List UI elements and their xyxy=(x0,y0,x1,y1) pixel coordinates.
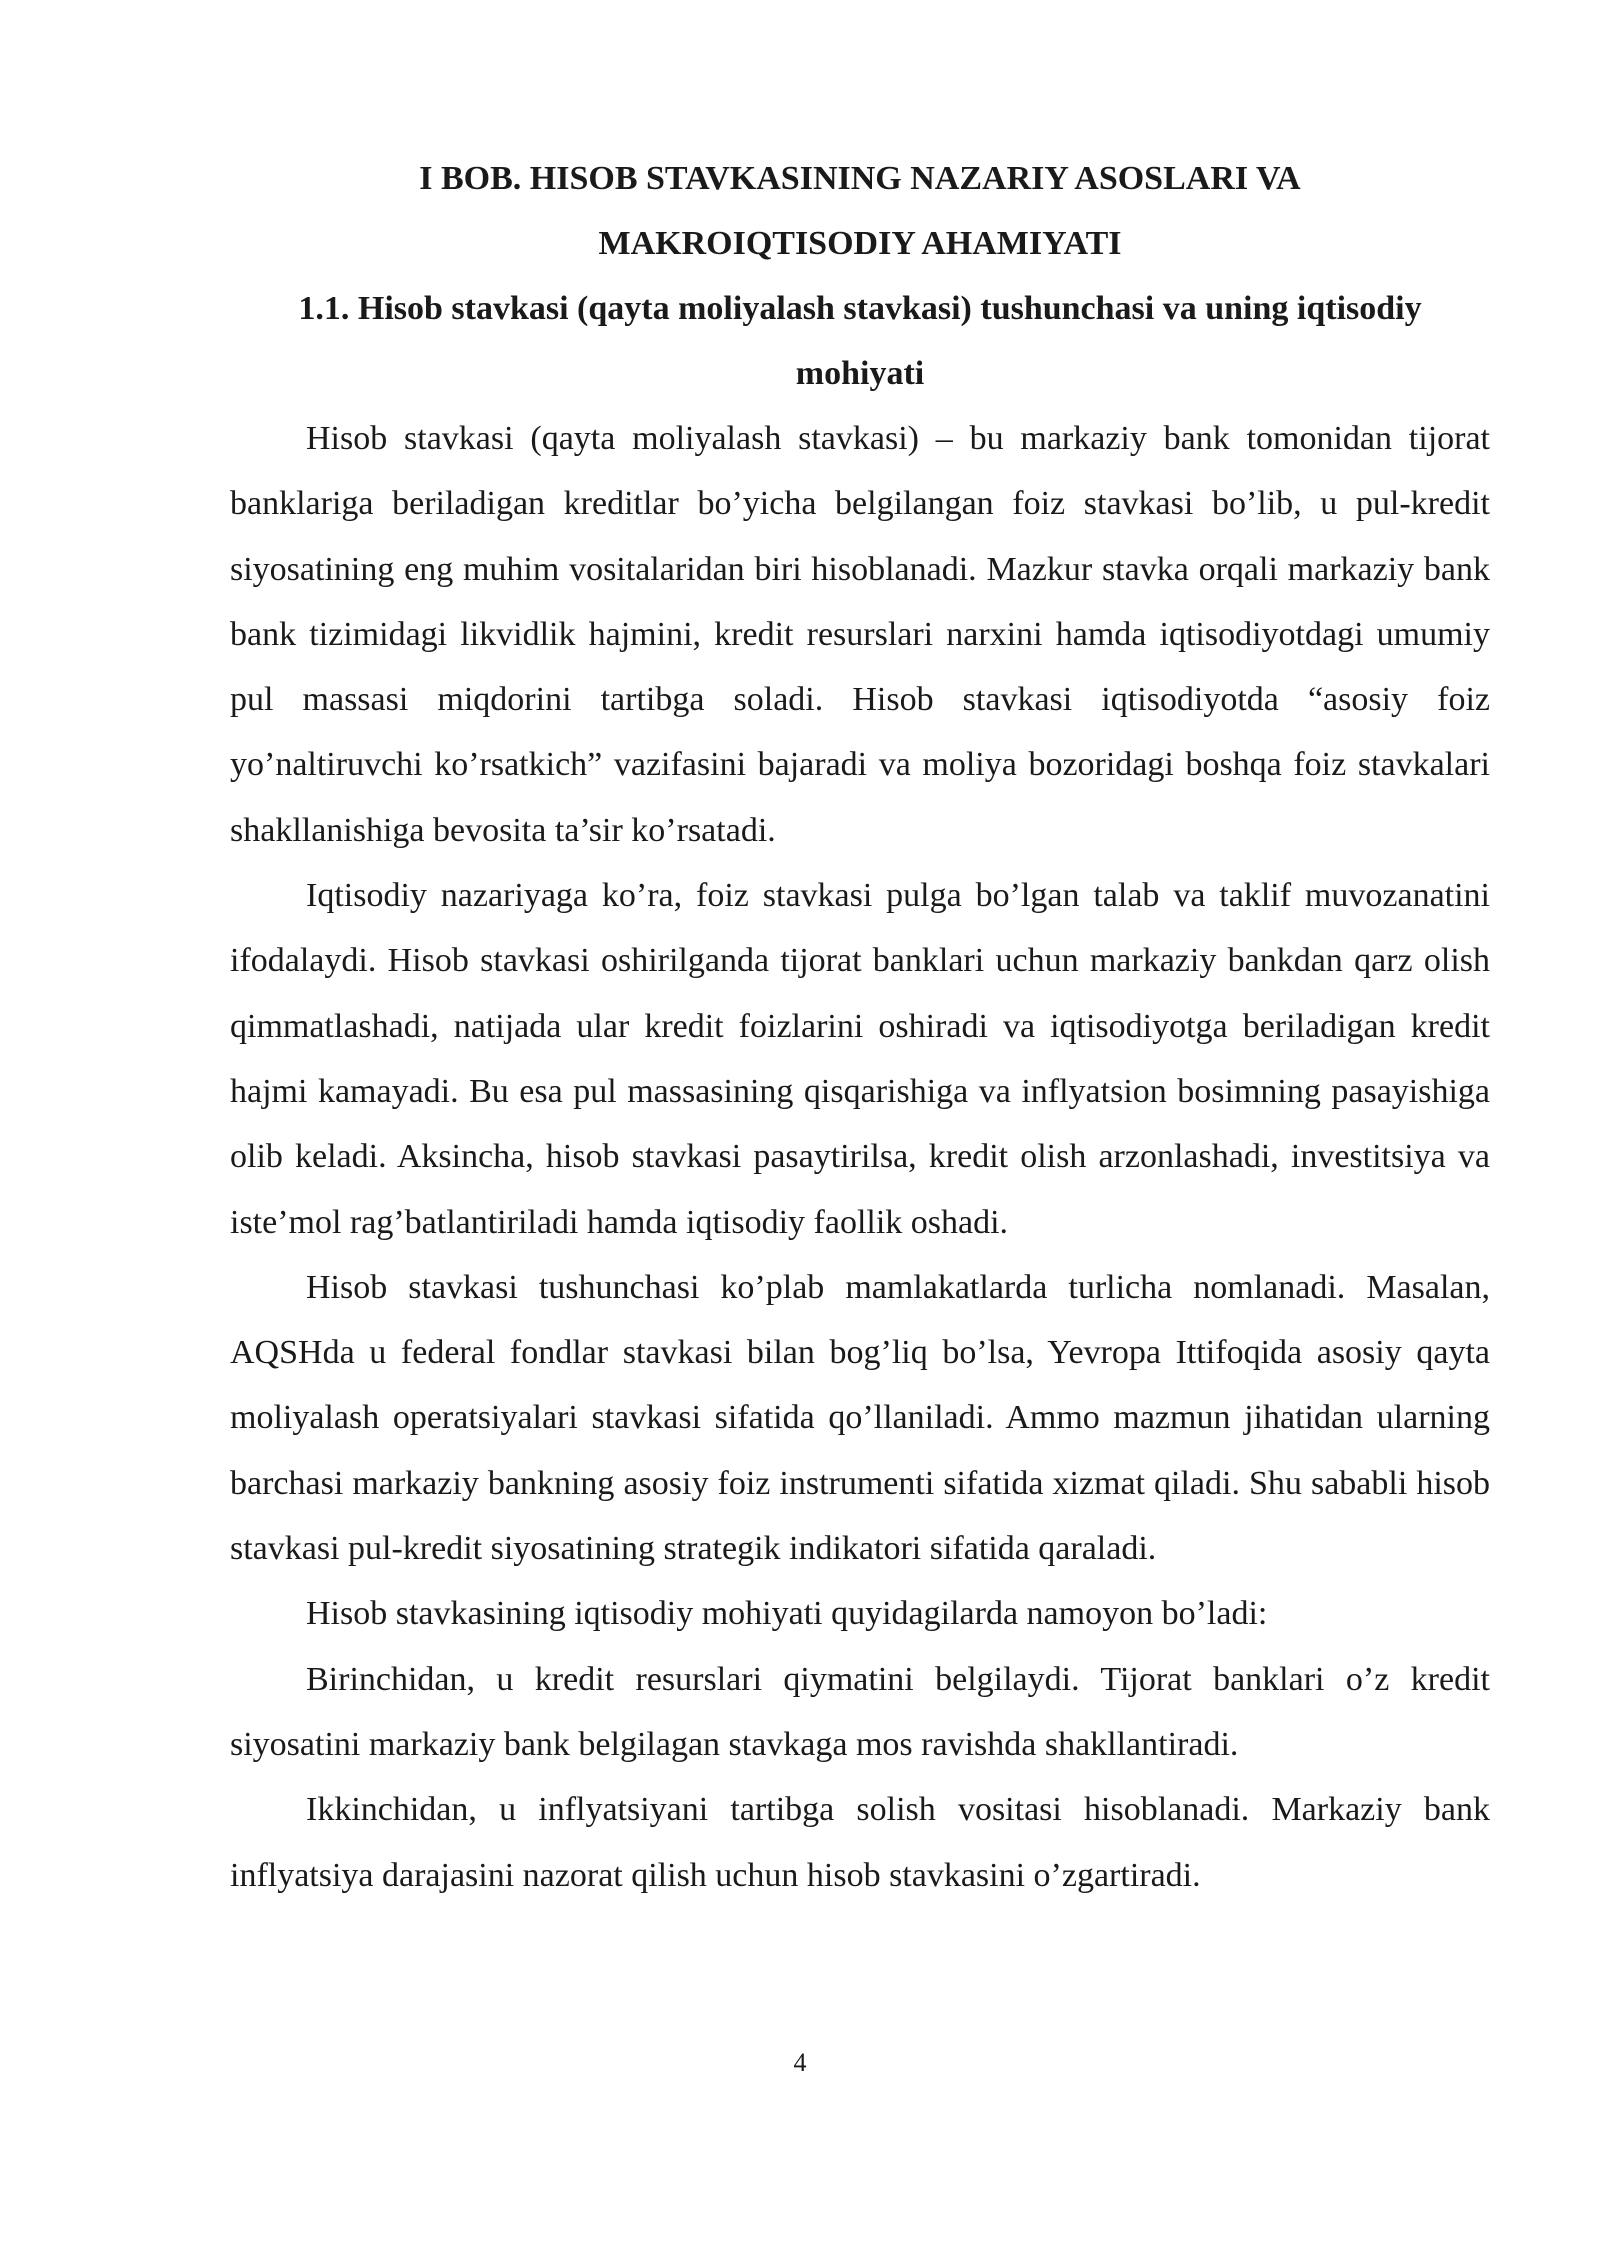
body-paragraph: Hisob stavkasi (qayta moliyalash stavkasi) – bu markaziy bank tomonidan tijorat banklariga beriladigan kreditlar bo’yicha belgilangan foiz stavkasi bo’lib, u pul-kredit siyosatining eng muhim vositalaridan biri hisoblanadi. Mazkur stavka orqali markaziy bank bank tizimidagi likvidlik hajmini, kredit resurslari narxini hamda iqtisodiyotdagi umumiy pul massasi miqdorini tartibga soladi. Hisob stavkasi iqtisodiyotda “asosiy foiz yo’naltiruvchi ko’rsatkich” vazifasini bajaradi va moliya bozoridagi boshqa foiz stavkalari shakllanishiga bevosita ta’sir ko’rsatadi. xyxy=(230,420,1490,849)
chapter-title-line-1: I BOB. HISOB STAVKASINING NAZARIY ASOSLARI VA xyxy=(419,160,1301,197)
body-paragraph: Hisob stavkasining iqtisodiy mohiyati quyidagilarda namoyon bo’ladi: xyxy=(306,1595,1268,1633)
body-paragraph: Iqtisodiy nazariyaga ko’ra, foiz stavkasi pulga bo’lgan talab va taklif muvozanatini ifodalaydi. Hisob stavkasi oshirilganda tijorat banklari uchun markaziy bankdan qarz olish qimmatlashadi, natijada ular kredit foizlarini oshiradi va iqtisodiyotga beriladigan kredit hajmi kamayadi. Bu esa pul massasining qisqarishiga va inflyatsion bosimning pasayishiga olib keladi. Aksincha, hisob stavkasi pasaytirilsa, kredit olish arzonlashadi, investitsiya va iste’mol rag’batlantiriladi hamda iqtisodiy faollik oshadi. xyxy=(230,877,1490,1241)
body-paragraph: Hisob stavkasi tushunchasi ko’plab mamlakatlarda turlicha nomlanadi. Masalan, AQSHda u federal fondlar stavkasi bilan bog’liq bo’lsa, Yevropa Ittifoqida asosiy qayta moliyalash operatsiyalari stavkasi sifatida qo’llaniladi. Ammo mazmun jihatidan ularning barchasi markaziy bankning asosiy foiz instrumenti sifatida xizmat qiladi. Shu sababli hisob stavkasi pul-kredit siyosatining strategik indikatori sifatida qaraladi. xyxy=(230,1268,1490,1568)
chapter-title xyxy=(230,146,1490,276)
body-paragraph: Birinchidan, u kredit resurslari qiymatini belgilaydi. Tijorat banklari o’z kredit siyosatini markaziy bank belgilagan stavkaga mos ravishda shakllantiradi. xyxy=(230,1660,1490,1763)
section-title: 1.1. Hisob stavkasi (qayta moliyalash stavkasi) tushunchasi va uning iqtisodiy mohiyati xyxy=(298,290,1422,392)
page-content xyxy=(230,146,1490,1908)
page-number: 4 xyxy=(793,2048,807,2077)
body-paragraph: Ikkinchidan, u inflyatsiyani tartibga solish vositasi hisoblanadi. Markaziy bank inflyatsiya darajasini nazorat qilish uchun hisob stavkasini o’zgartiradi. xyxy=(230,1791,1490,1894)
chapter-title-line-2: MAKROIQTISODIY AHAMIYATI xyxy=(598,225,1122,262)
